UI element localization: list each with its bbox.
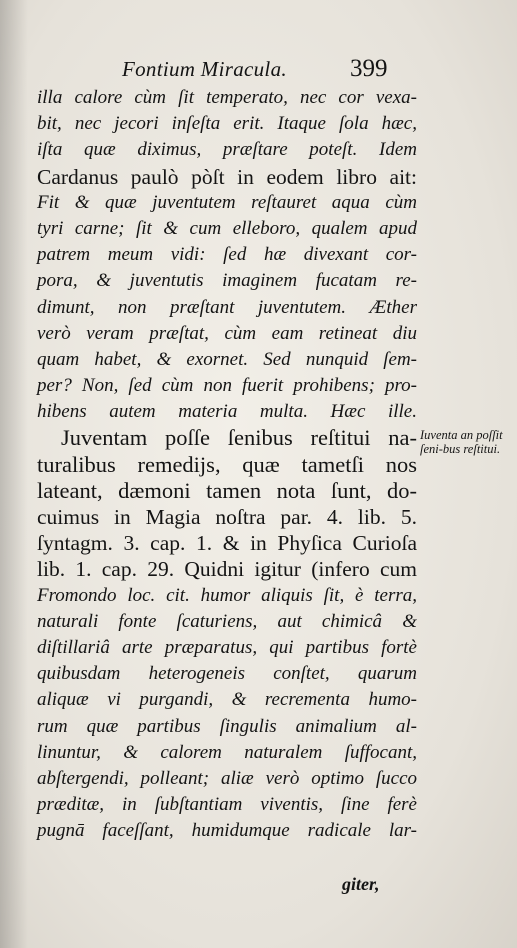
text-line: per? Non, ſed cùm non fuerit prohibens; pro- [37, 375, 417, 397]
text-line: naturali fonte ſcaturiens, aut chimicâ & [37, 610, 417, 632]
text-line: quibusdam heterogeneis conſtet, quarum [37, 663, 417, 685]
text-line: iſta quæ diximus, præſtare poteſt. Idem [37, 139, 417, 161]
running-title: Fontium Miracula. [122, 57, 287, 81]
text-line: tyri carne; ſit & cum elleboro, qualem apud [37, 217, 417, 239]
text-line: patrem meum vidi: ſed hæ divexant cor- [37, 244, 417, 266]
text-line: linuntur, & calorem naturalem ſuffocant, [37, 741, 417, 763]
margin-note: Iuventa an poſſit ſeni-bus reſtitui. [420, 428, 503, 456]
page-number: 399 [350, 55, 388, 82]
text-line: lib. 1. cap. 29. Quidni igitur (infero cum [37, 557, 417, 582]
text-line: præditæ, in ſubſtantiam viventis, ſine ferè [37, 794, 417, 816]
text-line: ſyntagm. 3. cap. 1. & in Phyſica Curioſa [37, 531, 417, 556]
text-line: pugnā faceſſant, humidumque radicale lar- [37, 820, 417, 842]
text-line: turalibus remedijs, quæ tametſi nos [37, 451, 417, 477]
text-line: abſtergendi, polleant; aliæ verò optimo ſucco [37, 767, 417, 789]
text-line: rum quæ partibus ſingulis animalium al- [37, 715, 417, 737]
text-line: hibens autem materia multa. Hæc ille. [37, 401, 417, 423]
body-text [37, 85, 417, 844]
text-line: verò veram præſtat, cùm eam retineat diu [37, 322, 417, 344]
text-line: cuimus in Magia noſtra par. 4. lib. 5. [37, 505, 417, 529]
text-line: Juventam poſſe ſenibus reſtitui na- [61, 425, 417, 451]
text-line: diſtillariâ arte præparatus, qui partibus fortè [37, 636, 417, 658]
text-line: aliquæ vi purgandi, & recrementa humo- [37, 689, 417, 711]
text-line: illa calore cùm ſit temperato, nec cor vexa- [37, 87, 417, 108]
catchword: giter, [342, 874, 380, 894]
text-line: pora, & juventutis imaginem fucatam re- [37, 270, 417, 292]
text-line: dimunt, non præſtant juventutem. Æther [37, 296, 417, 318]
text-line: bit, nec jecori inſeſta erit. Itaque ſola hæc, [37, 113, 417, 135]
text-line: quam habet, & exornet. Sed nunquid ſem- [37, 348, 417, 370]
text-line: Fromondo loc. cit. humor aliquis ſit, è terra, [37, 584, 417, 606]
gutter-shadow [0, 0, 28, 948]
text-line: Fit & quæ juventutem reſtauret aqua cùm [37, 191, 417, 213]
text-line: lateant, dæmoni tamen nota ſunt, do- [37, 477, 417, 503]
text-line: Cardanus paulò pòſt in eodem libro ait: [37, 164, 417, 189]
page-header [0, 55, 517, 87]
